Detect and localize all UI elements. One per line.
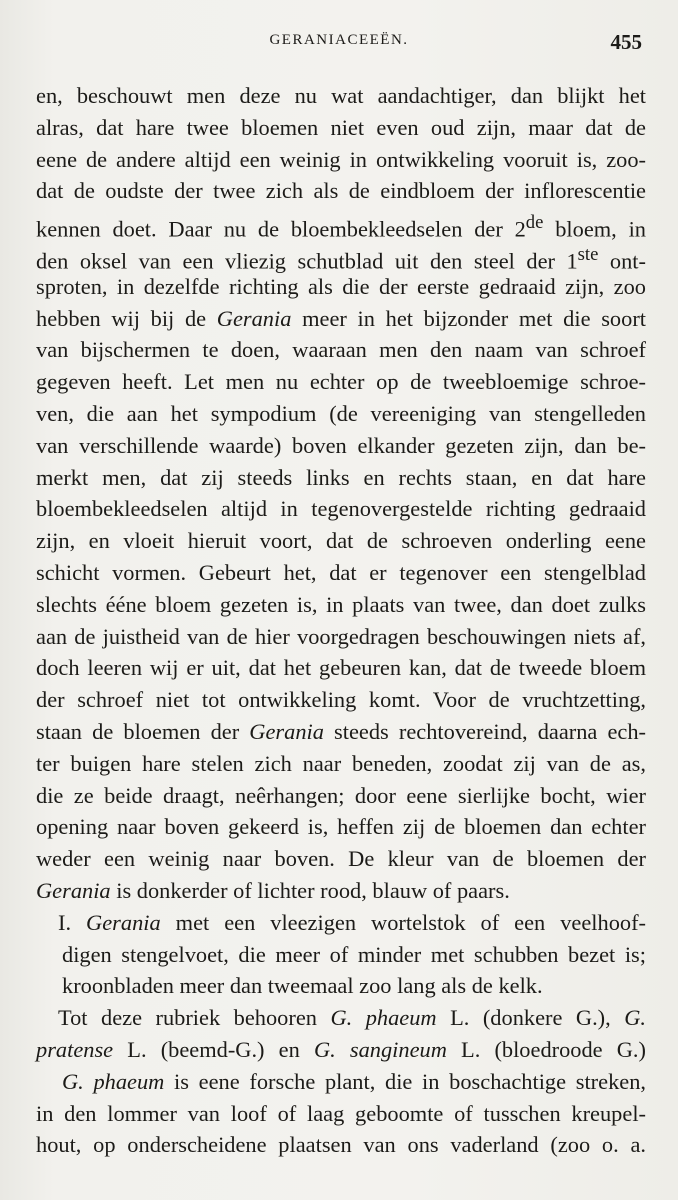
text-line: kroonbladen meer dan tweemaal zoo lang als de kelk. [62, 973, 543, 999]
text-line: schicht vormen. Gebeurt het, dat er tegenover een stengelblad [36, 559, 646, 585]
text-line: Tot deze rubriek behooren G. phaeum L. (donkere G.), G. [58, 1005, 646, 1031]
text-line: weder een weinig naar boven. De kleur van de bloemen der [36, 846, 646, 872]
text-line: doch leeren wij er uit, dat het gebeuren kan, dat de tweede bloem [36, 655, 646, 681]
text-line: hout, op onderscheidene plaatsen van ons vaderland (zoo o. a. [36, 1132, 646, 1158]
text-line: digen stengelvoet, die meer of minder met schubben bezet is; [62, 941, 646, 967]
text-line: en, beschouwt men deze nu wat aandachtiger, dan blijkt het [36, 83, 646, 108]
text-line: sproten, in dezelfde richting als die der eerste gedraaid zijn, zoo [36, 273, 646, 299]
text-line: staan de bloemen der Gerania steeds rechtovereind, daarna ech- [36, 718, 646, 744]
text-line: I. Gerania met een vleezigen wortelstok of een veelhoof- [58, 909, 647, 935]
page-header [0, 30, 678, 56]
text-line: ven, die aan het sympodium (de vereeniging van stengelleden [36, 400, 646, 426]
text-line: den oksel van een vliezig schutblad uit den steel der 1ste ont- [36, 243, 646, 274]
text-line: kennen doet. Daar nu de bloembekleedselen der 2de bloem, in [36, 212, 646, 242]
text-line: in den lommer van loof of laag geboomte of tusschen kreupel- [36, 1100, 646, 1126]
text-line: die ze beide draagt, neêrhangen; door eene sierlijke bocht, wier [36, 782, 646, 808]
text-line: opening naar boven gekeerd is, heffen zij de bloemen dan echter [36, 814, 646, 840]
text-line: aan de juistheid van de hier voorgedragen beschouwingen niets af, [36, 623, 646, 649]
text-line: van bijschermen te doen, waaraan men den naam van schroef [36, 337, 646, 363]
text-line: pratense L. (beemd-G.) en G. sangineum L. (bloedroode G.) [36, 1036, 646, 1062]
text-line: bloembekleedselen altijd in tegenovergestelde richting gedraaid [36, 496, 646, 522]
text-line: dat de oudste der twee zich als de eindbloem der inflorescentie [36, 178, 646, 204]
body-text [36, 80, 646, 1161]
text-line: van verschillende waarde) boven elkander gezeten zijn, dan be- [36, 432, 646, 458]
text-line: gegeven heeft. Let men nu echter op de tweebloemige schroe- [36, 369, 646, 395]
text-line: slechts ééne bloem gezeten is, in plaats van twee, dan doet zulks [36, 591, 646, 617]
text-line: der schroef niet tot ontwikkeling komt. Voor de vruchtzetting, [36, 687, 646, 713]
text-line: eene de andere altijd een weinig in ontwikkeling vooruit is, zoo- [36, 146, 646, 172]
text-line: hebben wij bij de Gerania meer in het bijzonder met die soort [36, 305, 646, 331]
text-line: G. phaeum is eene forsche plant, die in boschachtige streken, [62, 1068, 646, 1094]
page-number: 455 [610, 30, 642, 54]
text-line: merkt men, dat zij steeds links en rechts staan, en dat hare [36, 464, 646, 490]
text-line: ter buigen hare stelen zich naar beneden, zoodat zij van de as, [36, 750, 646, 776]
text-line: zijn, en vloeit hieruit voort, dat de schroeven onderling eene [36, 528, 646, 554]
text-line: Gerania is donkerder of lichter rood, blauw of paars. [36, 877, 510, 903]
text-line: alras, dat hare twee bloemen niet even oud zijn, maar dat de [36, 114, 646, 140]
running-title: GERANIACEEËN. [269, 32, 409, 48]
